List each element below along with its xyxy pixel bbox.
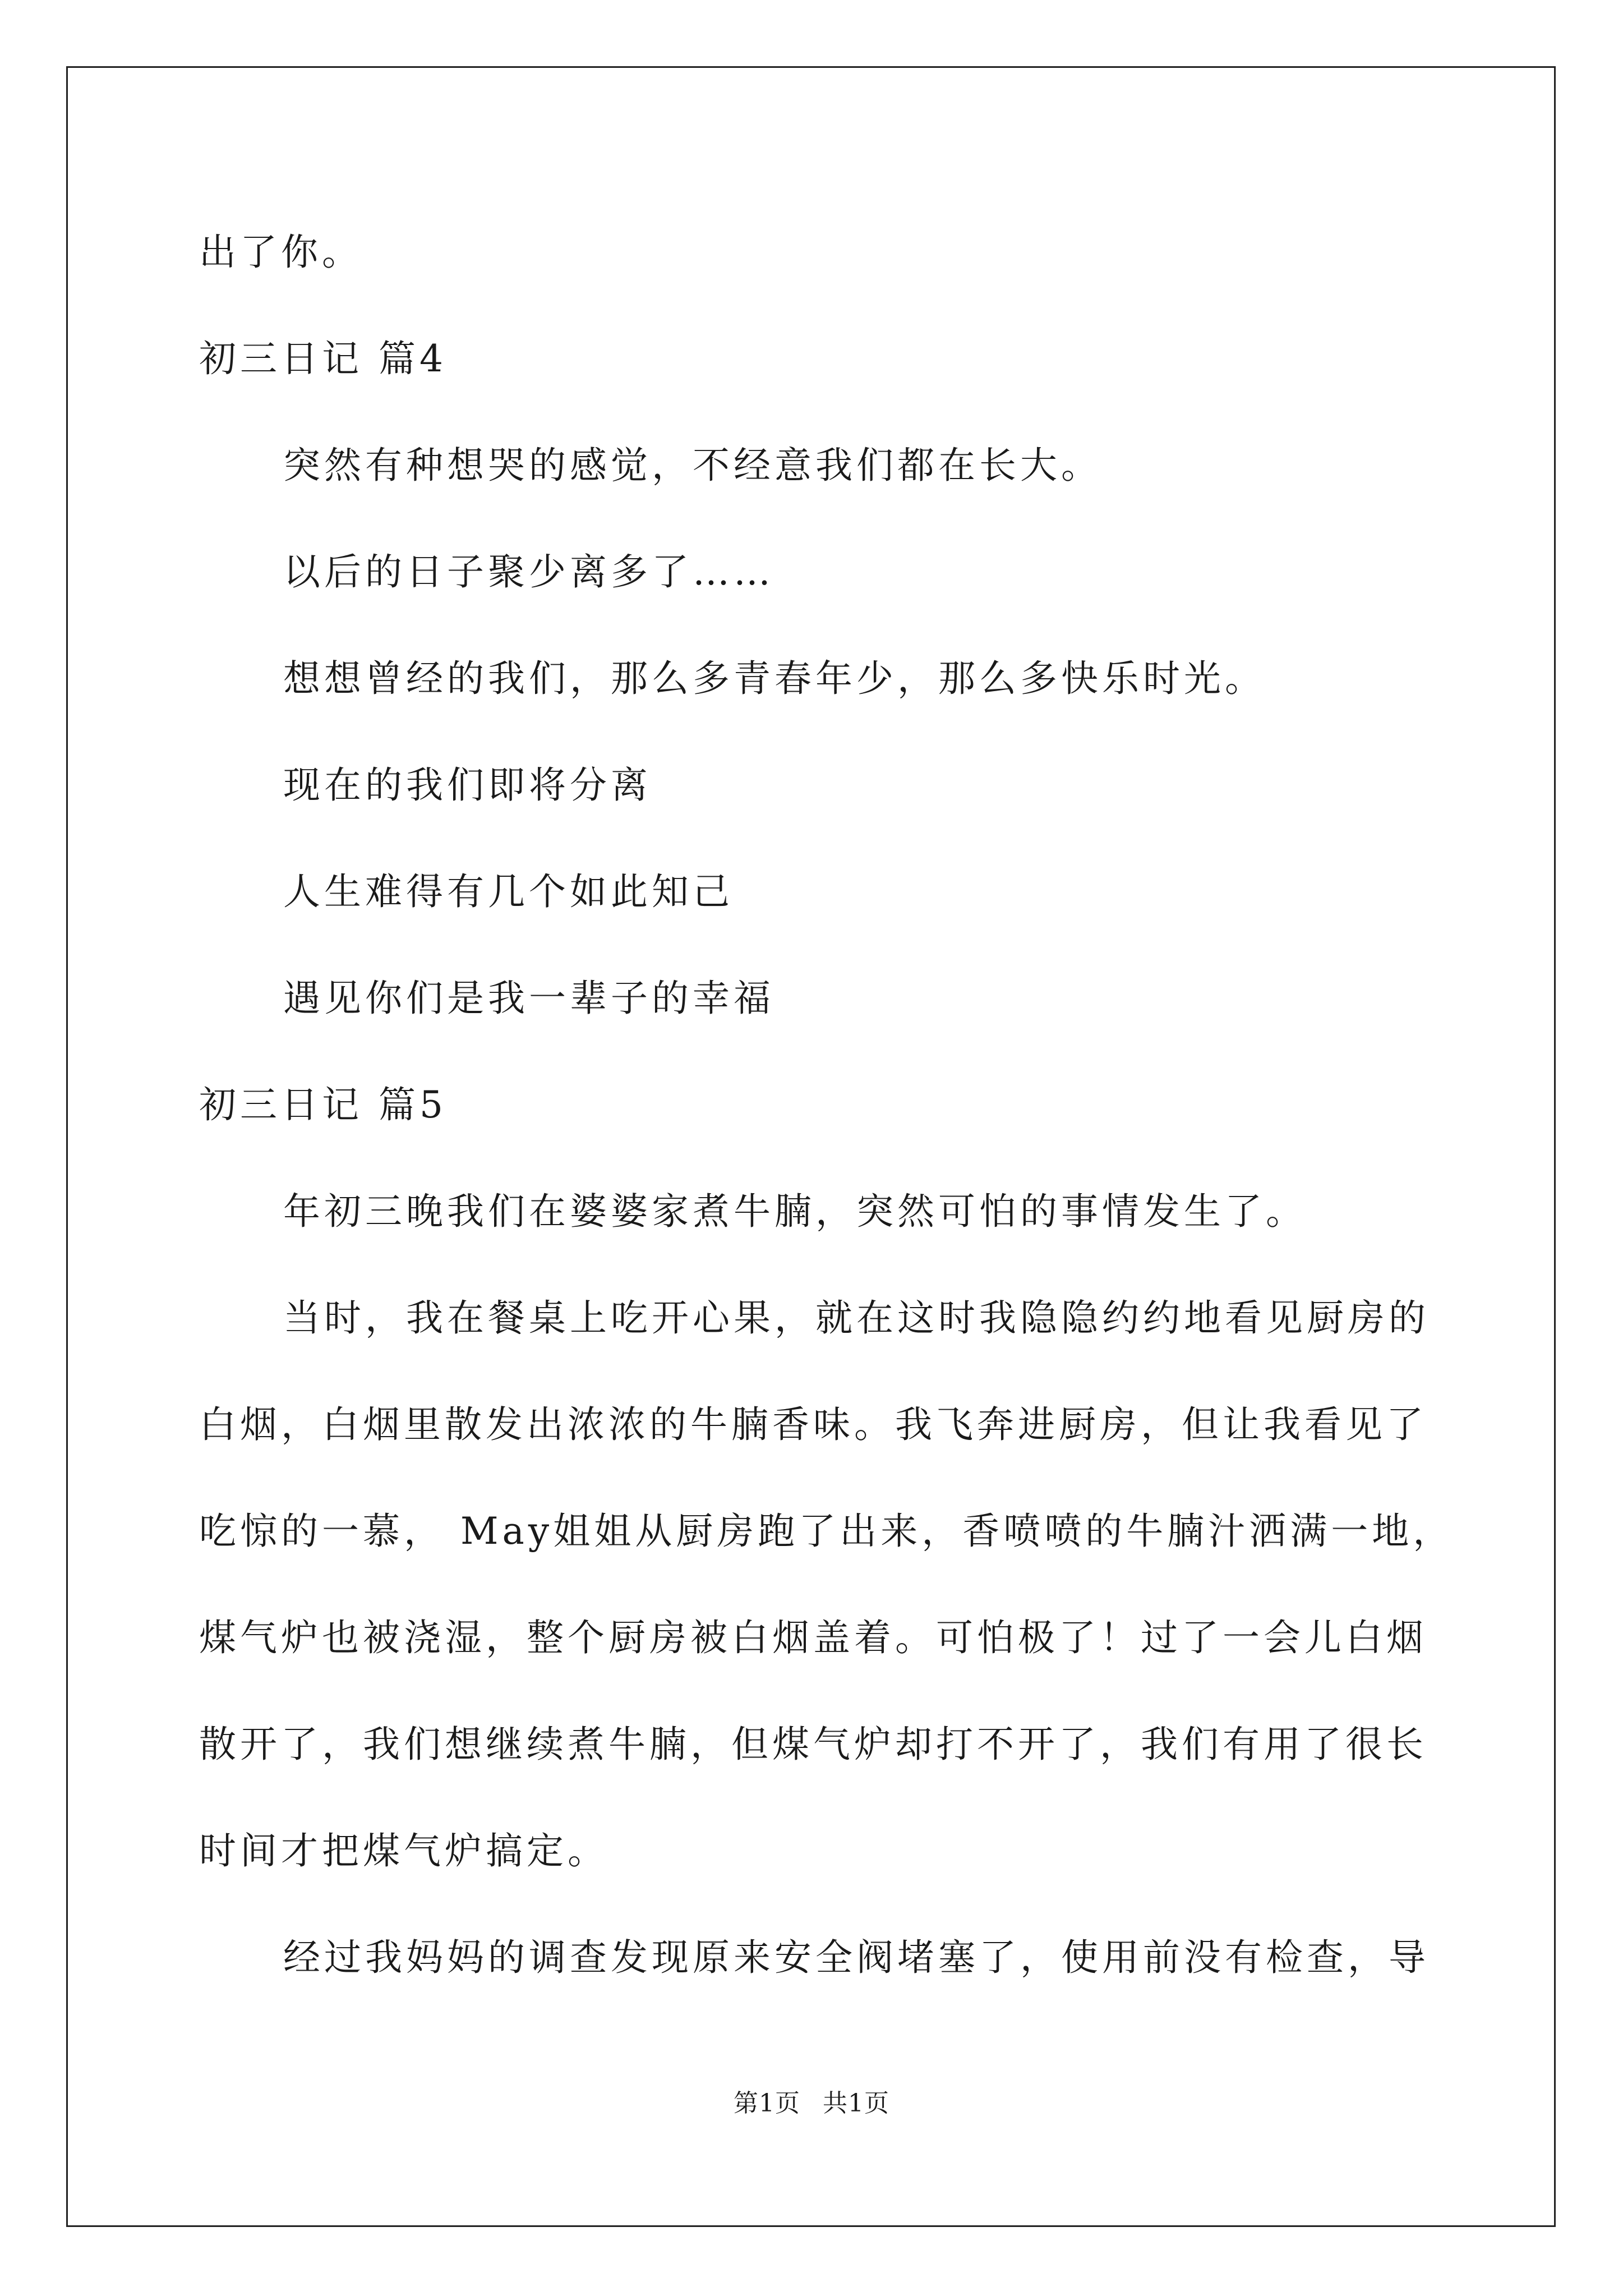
section-heading: 初三日记 篇4 <box>199 337 447 380</box>
paragraph-line: 人生难得有几个如此知己 <box>283 870 734 913</box>
page-total: 共1页 <box>823 2089 889 2118</box>
paragraph-line: 白烟，白烟里散发出浓浓的牛腩香味。我飞奔进厨房，但让我看见了 <box>199 1403 1427 1446</box>
page-number: 第1页 <box>734 2089 800 2118</box>
paragraph-line: 吃惊的一慕， May姐姐从厨房跑了出来，香喷喷的牛腩汁洒满一地， <box>199 1510 1454 1553</box>
paragraph-line: 当时，我在餐桌上吃开心果，就在这时我隐隐约约地看见厨房的 <box>283 1296 1430 1340</box>
paragraph-line: 年初三晚我们在婆婆家煮牛腩，突然可怕的事情发生了。 <box>283 1190 1307 1233</box>
paragraph-line: 经过我妈妈的调查发现原来安全阀堵塞了，使用前没有检查，导 <box>283 1936 1430 1979</box>
paragraph-line: 现在的我们即将分离 <box>283 763 652 807</box>
paragraph-line: 想想曾经的我们，那么多青春年少，那么多快乐时光。 <box>283 657 1266 700</box>
page-footer <box>0 2088 1623 2119</box>
paragraph-line: 突然有种想哭的感觉，不经意我们都在长大。 <box>283 444 1102 487</box>
paragraph-line: 遇见你们是我一辈子的幸福 <box>283 977 774 1020</box>
paragraph-line: 煤气炉也被浇湿，整个厨房被白烟盖着。可怕极了！过了一会儿白烟 <box>199 1616 1427 1659</box>
paragraph-line: 时间才把煤气炉搞定。 <box>199 1829 608 1872</box>
paragraph-line: 散开了，我们想继续煮牛腩，但煤气炉却打不开了，我们有用了很长 <box>199 1723 1427 1766</box>
section-heading: 初三日记 篇5 <box>199 1083 447 1126</box>
paragraph-line: 出了你。 <box>199 231 363 274</box>
page-border <box>66 66 1556 2227</box>
paragraph-line: 以后的日子聚少离多了…… <box>283 550 774 593</box>
